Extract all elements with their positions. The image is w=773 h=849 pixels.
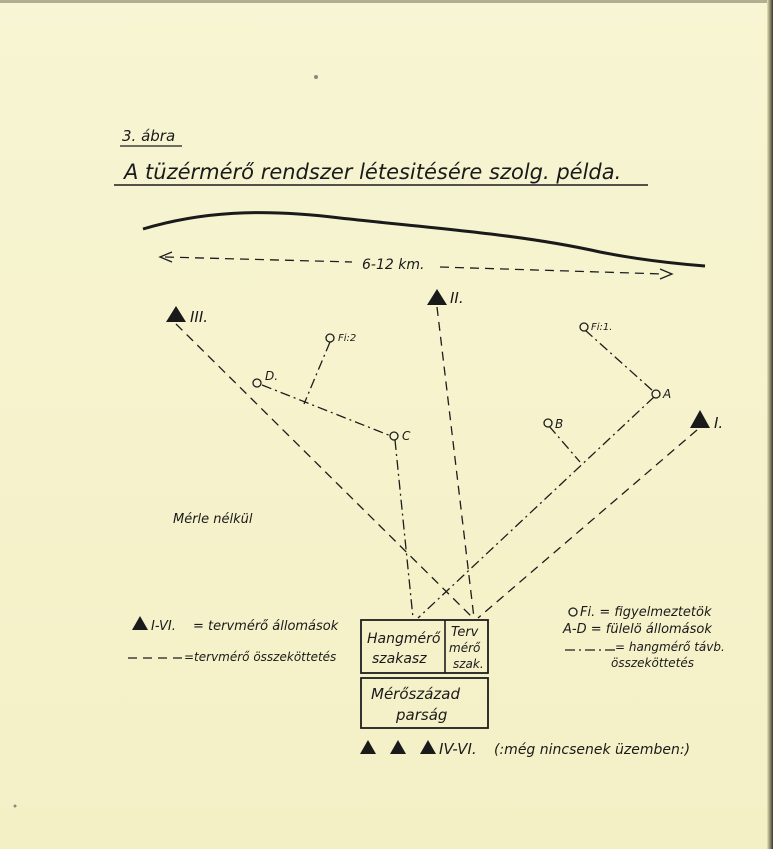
station-label-III: III.: [190, 308, 209, 326]
sound-section-line2: szakasz: [372, 651, 427, 667]
post-label-A: A: [663, 387, 672, 401]
hq-line1: Mérőszázad: [371, 685, 460, 703]
station-triangle-II: [427, 289, 447, 305]
post-fi2: [326, 334, 334, 342]
station-triangle-III: [166, 306, 186, 322]
future-stations-note: (:még nincsenek üzemben:): [494, 742, 691, 758]
post-B: [544, 419, 552, 427]
terv-section-line2: mérő: [449, 641, 481, 655]
station-triangle-I: [690, 410, 710, 428]
future-station-triangle: [420, 740, 436, 754]
figure-number: 3. ábra: [122, 127, 176, 145]
post-label-D: D.: [265, 369, 279, 383]
post-label-fi1: Fi:1.: [591, 322, 613, 333]
post-label-fi2: Fi:2: [338, 333, 357, 344]
terv-section-line1: Terv: [451, 625, 479, 640]
sound-section-line1: Hangmérő: [367, 631, 441, 647]
link-C-hq: [395, 440, 413, 618]
link-B: [549, 426, 580, 462]
future-station-triangle: [390, 740, 406, 754]
distance-arrow-left: [165, 257, 352, 262]
distance-arrow-right: [440, 267, 664, 274]
link-fi1-A: [585, 330, 653, 391]
post-label-C: C: [402, 429, 411, 443]
post-fi1: [580, 323, 588, 331]
station-label-I: I.: [714, 414, 724, 432]
future-stations-label: IV-VI.: [439, 740, 477, 758]
legend-stations-text: = tervmérő állomások: [193, 619, 339, 634]
legend-stations-symbol: I-VI.: [151, 619, 176, 634]
post-D: [253, 379, 261, 387]
legend-ring-icon: [569, 608, 577, 616]
legend-fi-text: Fi. = figyelmeztetök: [580, 605, 712, 620]
terv-section-line3: szak.: [453, 657, 484, 671]
hq-line2: parság: [396, 706, 448, 724]
connection-III: [176, 324, 473, 618]
link-A-hq: [418, 397, 654, 618]
post-C: [390, 432, 398, 440]
legend-ad-text: A-D = fülelö állomások: [563, 622, 712, 637]
station-label-II: II.: [450, 289, 464, 307]
legend-dash-text: =tervmérő összeköttetés: [184, 650, 337, 664]
legend-dashdot-text-2: összeköttetés: [611, 656, 694, 670]
legend-dashdot-text: = hangmérő távb.: [615, 640, 725, 654]
post-label-B: B: [555, 417, 564, 431]
diagram-title: A tüzérmérő rendszer létesitésére szolg. példa.: [124, 160, 622, 184]
scan-speck: [314, 75, 318, 79]
distance-label: 6-12 km.: [362, 257, 425, 273]
scan-speck: [14, 805, 17, 808]
future-station-triangle: [360, 740, 376, 754]
post-A: [652, 390, 660, 398]
link-D-C: [262, 385, 391, 436]
link-fi2: [304, 342, 330, 404]
legend-triangle-icon: [132, 616, 148, 630]
scale-note: Mérle nélkül: [173, 512, 253, 527]
connection-I: [478, 430, 697, 618]
arrowhead-right: [660, 269, 672, 279]
